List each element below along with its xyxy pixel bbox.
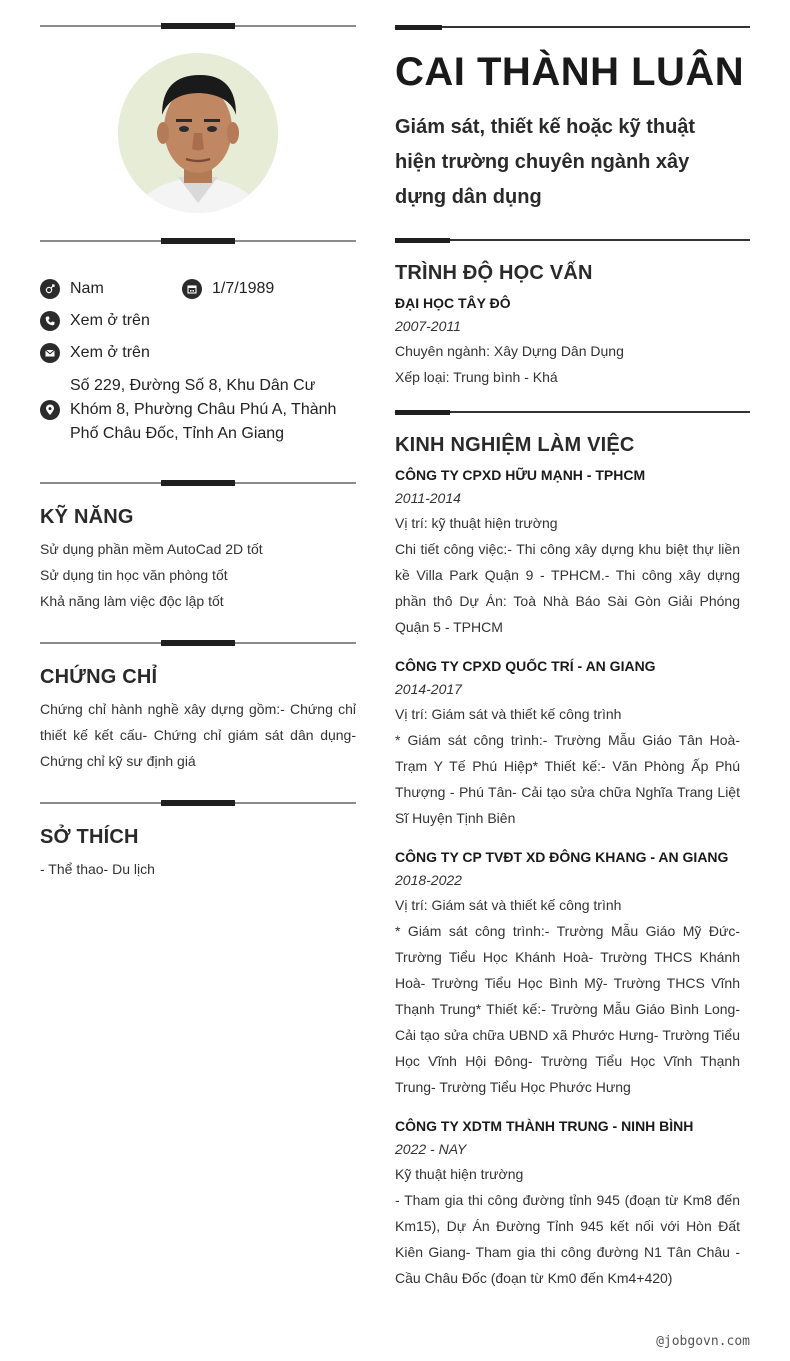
mail-icon	[40, 343, 60, 363]
school-name: ĐẠI HỌC TÂY ĐÔ	[395, 295, 511, 311]
divider	[40, 236, 356, 246]
job-position: Kỹ thuật hiện trường	[395, 1166, 524, 1182]
education-period: 2007-2011	[395, 318, 461, 334]
gender-value: Nam	[70, 280, 104, 297]
job-entry	[395, 1115, 740, 1291]
skills-heading: KỸ NĂNG	[40, 506, 134, 528]
divider	[395, 235, 750, 245]
gender-row	[40, 279, 104, 299]
map-pin-icon	[40, 400, 60, 420]
education-major: Chuyên ngành: Xây Dựng Dân Dụng	[395, 343, 624, 359]
job-company: CÔNG TY CP TVĐT XD ĐÔNG KHANG - AN GIANG	[395, 849, 729, 865]
experience-heading: KINH NGHIỆM LÀM VIỆC	[395, 434, 635, 456]
job-period: 2014-2017	[395, 681, 462, 697]
hobbies-text: - Thể thao- Du lịch	[40, 861, 155, 877]
divider	[40, 21, 356, 31]
job-entry	[395, 655, 740, 831]
job-entry	[395, 846, 740, 1100]
job-period: 2011-2014	[395, 490, 461, 506]
skill-item: Sử dụng tin học văn phòng tốt	[40, 567, 228, 583]
phone-value: Xem ở trên	[70, 312, 150, 329]
certificates-heading: CHỨNG CHỈ	[40, 666, 158, 688]
skills-list	[40, 536, 356, 614]
job-company: CÔNG TY XDTM THÀNH TRUNG - NINH BÌNH	[395, 1118, 694, 1134]
divider	[40, 638, 356, 648]
skill-item: Sử dụng phần mềm AutoCad 2D tốt	[40, 541, 263, 557]
divider	[40, 798, 356, 808]
job-company: CÔNG TY CPXD QUỐC TRÍ - AN GIANG	[395, 658, 656, 674]
job-details: - Tham gia thi công đường tỉnh 945 (đoạn từ Km8 đến Km15), Dự Án Đường Tỉnh 945 kết nối với Hòn Đất Kiên Giang- Tham gia thi công đường N1 Tân Châu - Cầu Châu Đốc (đoạn từ Km0 đến Km4+420)	[395, 1192, 740, 1286]
job-details: Chi tiết công việc:- Thi công xây dựng khu biệt thự liền kề Villa Park Quận 9 - TPHCM.- Thi công xây dựng phần thô Dự Án: Toà Nhà Báo Sài Gòn Giải Phóng Quận 5 - TPHCM	[395, 541, 740, 635]
job-position: Vị trí: kỹ thuật hiện trường	[395, 515, 558, 531]
hobbies-heading: SỞ THÍCH	[40, 826, 139, 848]
phone-icon	[40, 311, 60, 331]
divider	[40, 478, 356, 488]
job-position: Vị trí: Giám sát và thiết kế công trình	[395, 706, 622, 722]
birthdate-value: 1/7/1989	[212, 280, 275, 297]
divider	[395, 407, 750, 417]
gender-icon	[40, 279, 60, 299]
job-period: 2018-2022	[395, 872, 462, 888]
skill-item: Khả năng làm việc độc lập tốt	[40, 593, 224, 609]
email-value: Xem ở trên	[70, 344, 150, 361]
email-row	[40, 343, 150, 363]
footer-watermark: @jobgovn.com	[656, 1334, 750, 1349]
education-heading: TRÌNH ĐỘ HỌC VẤN	[395, 262, 593, 284]
divider	[395, 22, 750, 32]
education-entry	[395, 292, 740, 390]
birthdate-row	[182, 279, 274, 299]
job-period: 2022 - NAY	[395, 1141, 467, 1157]
avatar	[118, 53, 278, 213]
candidate-title: Giám sát, thiết kế hoặc kỹ thuật hiện trường chuyên ngành xây dựng dân dụng	[395, 116, 696, 208]
job-position: Vị trí: Giám sát và thiết kế công trình	[395, 897, 622, 913]
address-value: Số 229, Đường Số 8, Khu Dân Cư Khóm 8, Phường Châu Phú A, Thành Phố Châu Đốc, Tỉnh An Giang	[70, 377, 337, 442]
job-details: * Giám sát công trình:- Trường Mẫu Giáo Mỹ Đức- Trường Tiểu Học Khánh Hoà- Trường THCS Khánh Hoà- Trường Tiểu Học Bình Mỹ- Trường THCS Vĩnh Thạnh Trung* Thiết kế:- Trường Mẫu Giáo Bình Long- Cải tạo sửa chữa UBND xã Phước Hưng- Trường Tiểu Học Vĩnh Hội Đông- Trường Tiểu Học Vĩnh Thạnh Trung- Trường Tiểu Học Phước Hưng	[395, 923, 740, 1095]
job-details: * Giám sát công trình:- Trường Mẫu Giáo Tân Hoà- Trạm Y Tế Phú Hiệp* Thiết kế:- Văn Phòng Ấp Phú Thượng - Phú Tân- Cải tạo sửa chữa Nghĩa Trang Liệt Sĩ Huyện Tịnh Biên	[395, 732, 740, 826]
calendar-icon	[182, 279, 202, 299]
candidate-name: CAI THÀNH LUÂN	[395, 50, 745, 94]
job-entry	[395, 464, 740, 640]
job-company: CÔNG TY CPXD HỮU MẠNH - TPHCM	[395, 467, 646, 483]
certificates-text: Chứng chỉ hành nghề xây dựng gồm:- Chứng chỉ thiết kế kết cấu- Chứng chỉ giám sát dân dụng- Chứng chỉ kỹ sư định giá	[40, 701, 356, 769]
education-rank: Xếp loại: Trung bình - Khá	[395, 369, 558, 385]
phone-row	[40, 311, 150, 331]
